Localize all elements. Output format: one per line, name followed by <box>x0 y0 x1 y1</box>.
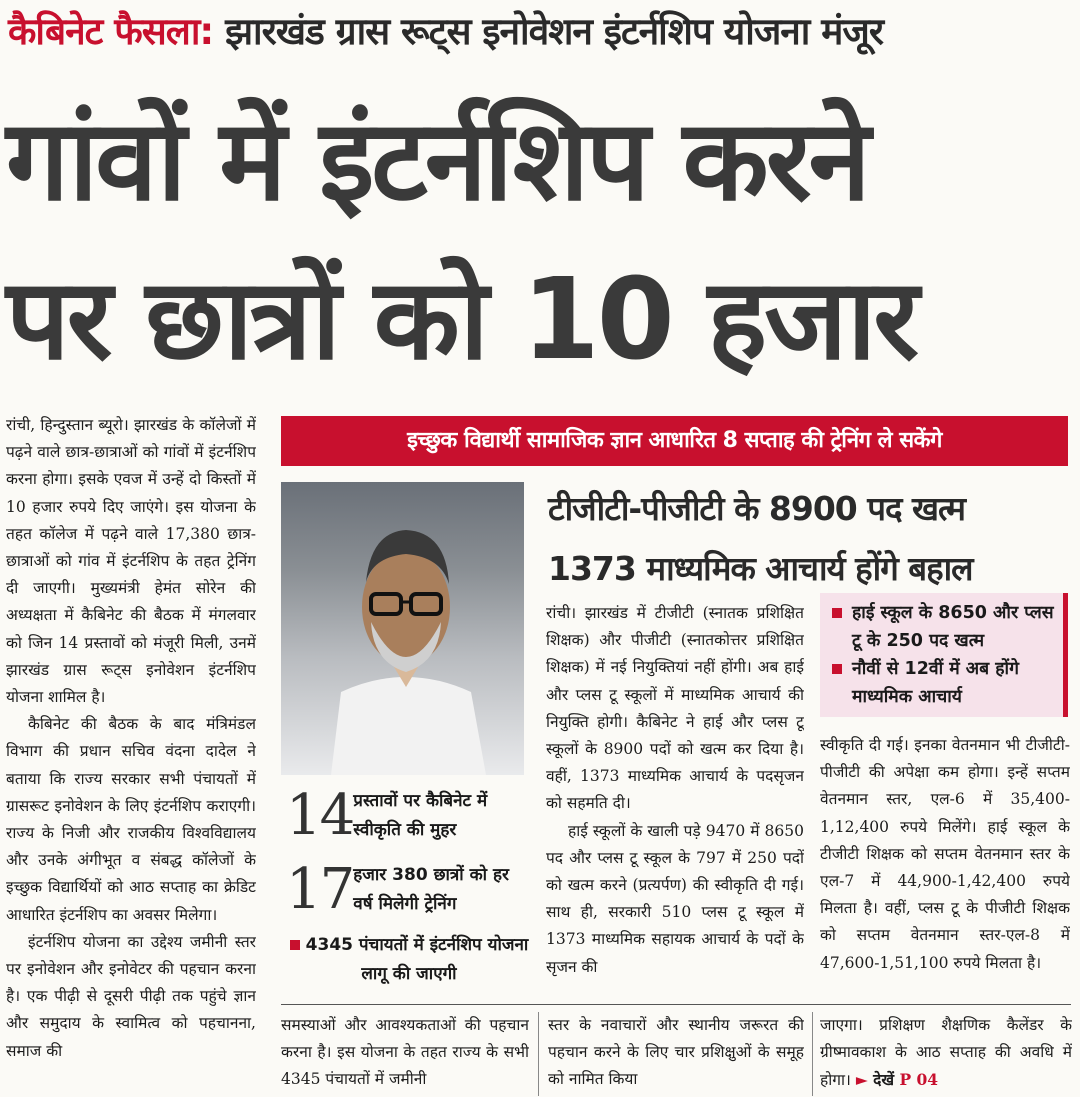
highlight-item <box>832 655 1057 711</box>
stat-text: प्रस्तावों पर कैबिनेट में स्वीकृति की मुहर <box>353 791 488 840</box>
stats-box <box>286 783 532 997</box>
story2-column <box>546 600 804 996</box>
bottom-column-4 <box>820 1012 1072 1096</box>
paragraph: कैबिनेट की बैठक के बाद मंत्रिमंडल विभाग की प्रधान सचिव वंदना दादेल ने बताया कि राज्य सरकार सभी पंचायतों में ग्रासरूट इनोवेशन के लिए इंटर्नशिप कराएगी। राज्य के निजी और राजकीय विश्वविद्यालय और उनके अंगीभूत व संबद्ध कॉलेजों के इच्छुक विद्यार्थियों को आठ सप्ताह का क्रेडिट आधारित इंटर्नशिप का अवसर मिलेगा। <box>6 715 256 924</box>
person-photo-icon <box>311 512 501 775</box>
bottom-column-2 <box>281 1012 529 1096</box>
highlight-text: नौवीं से 12वीं में अब होंगे माध्यमिक आचार्य <box>852 659 1019 707</box>
red-square-bullet-icon <box>290 940 300 950</box>
stat-number: 17 <box>286 857 354 922</box>
paragraph: हाई स्कूलों के खाली पड़े 9470 में 8650 पद और प्लस टू स्कूल के 797 में 250 पदों को खत्म करने (प्रत्यर्पण) की स्वीकृति दी गई। साथ ही, सरकारी 510 प्लस टू स्कूल में 1373 माध्यमिक सहायक आचार्य के पदों के सृजन की <box>546 821 804 976</box>
headline-line-1: गांवों में इंटर्नशिप करने <box>6 96 868 226</box>
stat-bullet <box>286 931 532 989</box>
story2-continued-column <box>820 732 1070 996</box>
highlight-item <box>832 599 1057 655</box>
paragraph <box>820 1012 1072 1095</box>
kicker-text: झारखंड ग्रास रूट्स इनोवेशन इंटर्नशिप योजना मंजूर <box>213 10 883 53</box>
bottom-column-3 <box>548 1012 804 1096</box>
paragraph: रांची, हिन्दुस्तान ब्यूरो। झारखंड के कॉलेजों में पढ़ने वाले छात्र-छात्राओं को गांवों में इंटर्नशिप करना होगा। इसके एवज में उन्हें दो किस्तों में 10 हजार रुपये दिए जाएंगे। इस योजना के तहत कॉलेज में पढ़ने वाले 17,380 छात्र-छात्राओं को गांव में इंटर्नशिप के तहत ट्रेनिंग दी जाएगी। मुख्यमंत्री हेमंत सोरेन की अध्यक्षता में कैबिनेट की बैठक में मंगलवार को जिन 14 प्रस्तावों को मंजूरी मिली, उनमें झारखंड ग्रास रूट्स इनोवेशन इंटर्नशिप योजना शामिल है। <box>6 416 256 707</box>
triangle-right-icon: ► <box>855 1070 868 1090</box>
stat-row <box>286 857 532 923</box>
stat-row <box>286 783 532 849</box>
red-square-bullet-icon <box>832 664 842 674</box>
red-square-bullet-icon <box>832 608 842 618</box>
paragraph: स्वीकृति दी गई। इनका वेतनमान भी टीजीटी-पीजीटी की अपेक्षा कम होगा। इन्हें सप्तम वेतनमान स्तर, एल-6 में 35,400-1,12,400 रुपये मिलेंगे। हाई स्कूल के टीजीटी शिक्षक को सप्तम वेतनमान स्तर के एल-7 में 44,900-1,42,400 रुपये मिलता है। वहीं, प्लस टू के पीजीटी शिक्षक को सप्तम वेतनमान स्तर-एल-8 में 47,600-1,51,100 रुपये मिलता है। <box>820 736 1070 972</box>
red-subheadline-bar: इच्छुक विद्यार्थी सामाजिक ज्ञान आधारित 8 सप्ताह की ट्रेनिंग ले सकेंगे <box>281 416 1068 466</box>
kicker-line <box>8 2 1076 62</box>
see-page-number: P 04 <box>899 1070 939 1090</box>
highlight-text: हाई स्कूल के 8650 और प्लस टू के 250 पद खत्म <box>852 603 1054 651</box>
headline-line-2: पर छात्रों को 10 हजार <box>6 255 917 385</box>
stat-bullet-text: 4345 पंचायतों में इंटर्नशिप योजना लागू की जाएगी <box>305 935 529 984</box>
see-page-link[interactable] <box>856 1070 938 1089</box>
stat-number: 14 <box>286 783 354 848</box>
paragraph: इंटर्नशिप योजना का उद्देश्य जमीनी स्तर पर इनोवेशन और इनोवेटर की पहचान करना है। एक पीढ़ी से दूसरी पीढ़ी तक पहुंचे ज्ञान और समुदाय के स्वामित्व को पहचानना, समाज की <box>6 932 256 1060</box>
story2-subhead-2: 1373 माध्यमिक आचार्य होंगे बहाल <box>548 549 973 588</box>
column-separator <box>812 1012 813 1096</box>
person-photo <box>281 482 524 775</box>
column-separator <box>538 1012 539 1096</box>
paragraph: रांची। झारखंड में टीजीटी (स्नातक प्रशिक्षित शिक्षक) और पीजीटी (स्नातकोत्तर प्रशिक्षित शिक्षक) में नई नियुक्तियां नहीं होंगी। अब हाई और प्लस टू स्कूलों में माध्यमिक आचार्य की नियुक्ति होगी। कैबिनेट ने हाई और प्लस टू स्कूलों के 8900 पदों को खत्म कर दिया है। वहीं, 1373 माध्यमिक आचार्य के पदसृजन को सहमति दी। <box>546 604 804 813</box>
main-story-column <box>6 412 256 1096</box>
see-label: देखें <box>873 1070 895 1090</box>
paragraph: स्तर के नवाचारों और स्थानीय जरूरत की पहचान करने के लिए चार प्रशिक्षुओं के समूह को नामित किया <box>548 1016 804 1089</box>
kicker-label: कैबिनेट फैसला: <box>8 10 214 53</box>
paragraph: समस्याओं और आवश्यकताओं की पहचान करना है। इस योजना के तहत राज्य के सभी 4345 पंचायतों में जमीनी <box>281 1016 529 1089</box>
highlight-box <box>820 593 1068 717</box>
story2-subhead-1: टीजीटी-पीजीटी के 8900 पद खत्म <box>548 489 966 528</box>
horizontal-divider <box>281 1004 1071 1005</box>
stat-text: हजार 380 छात्रों को हर वर्ष मिलेगी ट्रेनिंग <box>353 865 509 914</box>
bottom-text: जाएगा। प्रशिक्षण शैक्षणिक कैलेंडर के ग्रीष्मावकाश के आठ सप्ताह की अवधि में होगा। <box>820 1016 1072 1090</box>
